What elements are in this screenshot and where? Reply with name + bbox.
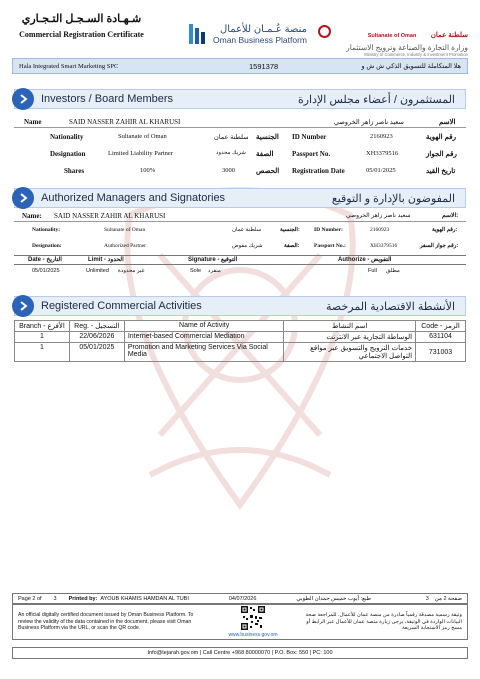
ministry-ar: وزارة التجارة والصناعة وترويج الاستثمار bbox=[346, 43, 468, 52]
col-date: Date - التاريخ bbox=[28, 257, 62, 263]
cell-reg: 05/01/2025 bbox=[69, 343, 124, 362]
footer-note-box bbox=[12, 604, 468, 640]
auth-sig-ar: منفرد bbox=[208, 268, 221, 274]
inv-nationality-label-ar: الجنسية bbox=[256, 134, 279, 141]
inv-designation-label: Designation bbox=[50, 150, 86, 158]
mgr-nationality-label: Nationality: bbox=[32, 227, 61, 233]
mgr-nationality-value: Sultanate of Oman bbox=[104, 227, 146, 233]
inv-designation-value: Limited Liability Partner bbox=[108, 150, 173, 157]
obp-name-en: Oman Business Platform bbox=[213, 34, 308, 45]
inv-regdate-label-ar: تاريخ القيد bbox=[426, 168, 456, 175]
inv-passport-label: Passport No. bbox=[292, 150, 331, 158]
qr-code-icon bbox=[241, 606, 265, 630]
table-row bbox=[15, 343, 466, 362]
company-bar bbox=[12, 58, 468, 74]
mgr-designation-value: Authorized Partner bbox=[104, 243, 146, 249]
inv-designation-label-ar: الصفة bbox=[256, 151, 274, 158]
auth-full-ar: مطلق bbox=[386, 268, 400, 274]
activities-table bbox=[14, 320, 466, 362]
sultanate-ar: سلطنة عمان bbox=[430, 32, 468, 39]
section-bullet-icon bbox=[12, 88, 34, 110]
authority-table-header bbox=[14, 255, 466, 265]
cr-title-en: Commercial Registration Certificate bbox=[19, 30, 144, 39]
obp-logo bbox=[186, 22, 307, 46]
page-ar: صفحة 2 من bbox=[434, 595, 462, 602]
inv-shares-value: 3000 bbox=[222, 167, 235, 174]
sultanate-en: Sultanate of Oman bbox=[367, 33, 417, 39]
cell-name-en: Promotion and Marketing Services Via Social Media bbox=[124, 343, 284, 362]
mgr-name-label: Name: bbox=[22, 212, 42, 220]
table-row bbox=[15, 332, 466, 343]
cell-branch: 1 bbox=[15, 343, 70, 362]
ministry-emblem-icon bbox=[318, 25, 331, 38]
inv-regdate-value: 05/01/2025 bbox=[366, 167, 396, 174]
inv-designation-ar: شريك محدود bbox=[216, 150, 246, 156]
printed-by-ar: طبع: أيوب خميس حمدان الطوبي bbox=[296, 595, 372, 602]
inv-nationality-label: Nationality bbox=[50, 133, 84, 141]
col-signature: Signature - التوقيع bbox=[188, 257, 238, 263]
section-bullet-icon bbox=[12, 187, 34, 209]
company-name-en: Hala Integrated Smart Marketing SPC bbox=[19, 62, 119, 70]
cr-title-block bbox=[14, 12, 149, 39]
inv-shares-pct: 100% bbox=[140, 167, 156, 174]
cell-name-ar: الوساطة التجارية عبر الانترنت bbox=[284, 332, 416, 343]
investors-title-en: Investors / Board Members bbox=[41, 93, 174, 105]
cr-number: 1591378 bbox=[249, 61, 279, 71]
th-reg: Reg. - التسجيل bbox=[69, 321, 124, 332]
col-limit: Limit - الحدود bbox=[88, 257, 124, 263]
mgr-id-label-ar: رقم الهوية: bbox=[432, 227, 458, 233]
contact-info: Info@tejarah.gov.om | Call Centre +968 80000070 | P.O. Box: 550 | PC: 100 bbox=[147, 650, 333, 656]
mgr-name-ar: سعيد ناصر زاهر الخروصي bbox=[346, 213, 411, 219]
cell-reg: 22/06/2026 bbox=[69, 332, 124, 343]
footer-contact-bar bbox=[12, 647, 468, 659]
managers-section-header bbox=[14, 188, 466, 208]
cell-name-en: Internet-based Commercial Mediation bbox=[124, 332, 284, 343]
footer-print-bar bbox=[12, 593, 468, 604]
obp-name-ar: منصة عُـمـان للأعمال bbox=[219, 23, 308, 35]
mgr-passport-label: Passport No.: bbox=[314, 243, 346, 249]
investor-block bbox=[14, 116, 466, 182]
note-ar: وثيقة رسمية مصدقة رقمياً صادرة من منصة عمان للأعمال. للمراجعة صحة البيانات الواردة في الوثيقة، يرجى زيارة منصة عمان للأعمال عبر الرابط أو مسح رمز الاستجابة السريعة bbox=[305, 611, 462, 632]
managers-title-en: Authorized Managers and Signatories bbox=[41, 192, 226, 204]
investors-title-ar: المستثمرون / أعضاء مجلس الإدارة bbox=[297, 93, 455, 106]
mgr-name-label-ar: الاسم: bbox=[442, 213, 459, 219]
inv-nationality-value: Sultanate of Oman bbox=[118, 133, 167, 140]
inv-name-ar: سعيد ناصر زاهر الخروصي bbox=[334, 119, 404, 126]
inv-id-label-ar: رقم الهوية bbox=[426, 134, 456, 141]
auth-limit-ar: غير محدودة bbox=[118, 268, 145, 274]
cell-branch: 1 bbox=[15, 332, 70, 343]
mgr-id-label: ID Number: bbox=[314, 227, 343, 233]
auth-full-en: Full bbox=[368, 268, 377, 274]
auth-limit-en: Unlimited bbox=[86, 268, 109, 274]
company-name-ar: هلا المتكاملة للتسويق الذكي ش ش و bbox=[361, 63, 461, 70]
printed-by-value: AYOUB KHAMIS HAMDAN AL TUBI bbox=[100, 595, 189, 602]
mgr-designation-ar: شريك مفوض bbox=[232, 243, 263, 249]
th-code: Code - الرمز bbox=[416, 321, 466, 332]
mgr-passport-label-ar: رقم جواز السفر: bbox=[420, 243, 459, 249]
inv-id-value: 2160923 bbox=[370, 133, 393, 140]
obp-logo-icon bbox=[186, 22, 208, 46]
col-authorize: Authorize - التفويض bbox=[338, 257, 392, 263]
page-ar-total: 3 bbox=[425, 595, 429, 602]
inv-regdate-label: Registration Date bbox=[292, 167, 345, 175]
page-label: Page 2 of bbox=[18, 595, 42, 602]
mgr-id-value: 2160923 bbox=[370, 227, 390, 233]
cell-code: 631104 bbox=[416, 332, 466, 343]
mgr-passport-value: XH3379516 bbox=[370, 243, 398, 249]
print-date: 04/07/2026 bbox=[228, 595, 257, 602]
activities-section-header bbox=[14, 296, 466, 316]
activities-title-ar: الأنشطة الاقتصادية المرخصة bbox=[326, 300, 455, 313]
inv-id-label: ID Number bbox=[292, 133, 327, 141]
cr-title-ar: شـهـادة السـجـل التـجـاري bbox=[21, 13, 142, 25]
th-branch: Branch - الأفرع bbox=[15, 321, 70, 332]
page-total: 3 bbox=[53, 595, 57, 602]
printed-by-label: Printed by: bbox=[68, 595, 98, 602]
note-en: An official digitally certified document issued by Oman Business Platform. To review the validity of the data contained in the document, please visit Oman Business Platform via the URL, or scan the QR code. bbox=[18, 612, 194, 632]
manager-block bbox=[14, 210, 466, 290]
cell-name-ar: خدمات الترويج والتسويق عبر مواقع التواصل الاجتماعي bbox=[284, 343, 416, 362]
auth-date: 05/01/2025 bbox=[32, 268, 60, 274]
inv-nationality-ar: سلطنة عمان bbox=[214, 134, 249, 141]
cell-code: 731003 bbox=[416, 343, 466, 362]
portal-url[interactable]: www.business.gov.om bbox=[228, 632, 278, 638]
mgr-name-value: SAID NASSER ZAHIR AL KHARUSI bbox=[54, 212, 166, 220]
inv-shares-label: Shares bbox=[64, 167, 85, 175]
inv-passport-label-ar: رقم الجواز bbox=[426, 151, 457, 158]
mgr-nationality-label-ar: الجنسية: bbox=[280, 227, 300, 233]
mgr-nationality-ar: سلطنة عمان bbox=[232, 227, 262, 233]
mgr-designation-label: Designation: bbox=[32, 243, 62, 249]
inv-name-label: Name bbox=[24, 118, 42, 126]
auth-sig-en: Sole bbox=[190, 268, 202, 274]
managers-title-ar: المفوضون بالإدارة و التوقيع bbox=[331, 192, 455, 205]
qr-block bbox=[218, 606, 288, 638]
inv-shares-label-ar: الحصص bbox=[256, 168, 280, 175]
activities-title-en: Registered Commercial Activities bbox=[41, 300, 202, 312]
ministry-logo bbox=[318, 24, 468, 57]
investors-section-header bbox=[14, 89, 466, 109]
inv-name-label-ar: الاسم bbox=[439, 119, 456, 126]
inv-name-value: SAID NASSER ZAHIR AL KHARUSI bbox=[69, 118, 181, 126]
mgr-designation-label-ar: الصفة: bbox=[284, 243, 300, 249]
inv-passport-value: XH3379516 bbox=[366, 150, 399, 157]
th-name-ar: اسم النشاط bbox=[284, 321, 416, 332]
section-bullet-icon bbox=[12, 295, 34, 317]
ministry-en: Ministry of Commerce, Industry & Investment Promotion bbox=[364, 52, 468, 57]
th-name-en: Name of Activity bbox=[124, 321, 284, 332]
